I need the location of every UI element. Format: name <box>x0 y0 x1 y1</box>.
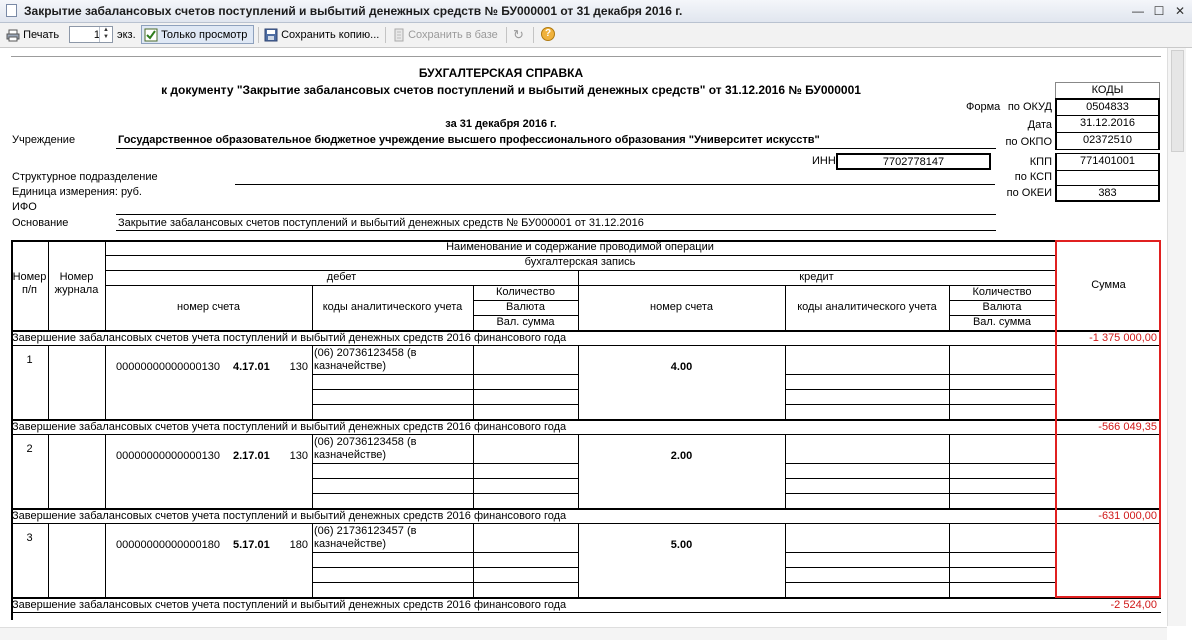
okei-value: 383 <box>1055 185 1160 202</box>
row-description: Завершение забалансовых счетов учета поступлений и выбытий денежных средств 2016 финансового года <box>12 510 567 522</box>
toolbar-separator <box>385 27 386 43</box>
window-title: Закрытие забалансовых счетов поступлений и выбытий денежных средств № БУ000001 от 31 декабря 2016 г. <box>24 4 683 18</box>
ifo-label: ИФО <box>12 201 37 213</box>
row-divider <box>11 523 1161 524</box>
col-divider <box>785 345 786 419</box>
doc-subtitle: к документу "Закрытие забалансовых счетов поступлений и выбытий денежных средств" от 31.12.2016 № БУ000001 <box>161 83 861 97</box>
debit-account-code: 4.17.01 <box>233 361 270 373</box>
toolbar <box>0 23 1192 48</box>
printer-icon <box>6 29 20 42</box>
row-divider <box>11 345 1161 346</box>
row-divider <box>11 612 1161 613</box>
row-divider <box>785 582 1055 583</box>
basis-value: Закрытие забалансовых счетов поступлений и выбытий денежных средств № БУ000001 от 31.12.2016 <box>118 217 644 229</box>
debit-analytic-header: коды аналитического учета <box>322 301 463 313</box>
debit-account-header: номер счета <box>177 301 240 313</box>
row-divider <box>312 493 578 494</box>
col-divider <box>48 523 49 597</box>
floppy-icon <box>264 28 278 42</box>
refresh-icon[interactable]: ↻ <box>513 27 524 42</box>
forma-label: Форма <box>966 101 1001 113</box>
maximize-button[interactable]: ☐ <box>1153 4 1165 18</box>
col-divider <box>473 434 474 508</box>
report-sheet <box>8 52 1164 627</box>
debit-account: 00000000000000180 <box>116 539 221 551</box>
row-divider <box>11 434 1161 435</box>
col-divider <box>312 345 313 419</box>
debit-kosgu: 130 <box>289 450 308 462</box>
basis-underline <box>116 230 996 231</box>
row-amount: -1 375 000,00 <box>1089 332 1157 344</box>
toolbar-separator <box>533 27 534 43</box>
col-divider <box>785 434 786 508</box>
view-only-label: Только просмотр <box>161 29 248 41</box>
col-divider <box>105 345 106 419</box>
col-divider <box>473 345 474 419</box>
toolbar-separator <box>506 27 507 43</box>
row-description: Завершение забалансовых счетов учета поступлений и выбытий денежных средств 2016 финансового года <box>12 332 567 344</box>
debit-analytic: (06) 20736123458 (в казначействе) <box>314 436 417 461</box>
date-value: 31.12.2016 <box>1055 115 1160 133</box>
row-divider <box>312 478 578 479</box>
debit-cursum-header: Вал. сумма <box>496 316 555 328</box>
copies-unit: экз. <box>117 29 136 41</box>
debit-quantity-header: Количество <box>495 286 556 298</box>
row-amount: -631 000,00 <box>1098 510 1157 522</box>
okpo-value: 02372510 <box>1055 132 1160 150</box>
horizontal-scrollbar[interactable] <box>0 627 1167 640</box>
row-divider <box>785 567 1055 568</box>
credit-analytic-header: коды аналитического учета <box>797 301 937 313</box>
credit-account: 2.00 <box>670 450 693 462</box>
institution-underline <box>116 148 996 149</box>
row-divider <box>785 389 1055 390</box>
unit-label: Единица измерения: руб. <box>12 186 142 198</box>
inn-label: ИНН <box>812 155 836 167</box>
row-description: Завершение забалансовых счетов учета поступлений и выбытий денежных средств 2016 финансового года <box>12 421 567 433</box>
debit-kosgu: 130 <box>289 361 308 373</box>
col-divider <box>949 345 950 419</box>
col-journal-header: Номер журнала <box>54 271 99 296</box>
col-divider <box>312 523 313 597</box>
row-divider <box>785 493 1055 494</box>
okud-label: по ОКУД <box>1007 101 1052 113</box>
row-divider <box>312 567 578 568</box>
division-label: Структурное подразделение <box>12 171 158 183</box>
debit-analytic: (06) 21736123457 (в казначействе) <box>314 525 417 550</box>
save-copy-label: Сохранить копию... <box>281 29 380 41</box>
row-divider <box>312 552 578 553</box>
institution-label: Учреждение <box>12 134 76 146</box>
basis-overline <box>116 214 996 215</box>
row-divider <box>785 552 1055 553</box>
row-amount: -2 524,00 <box>1110 599 1157 611</box>
debit-account-code: 2.17.01 <box>233 450 270 462</box>
row-divider <box>785 463 1055 464</box>
row-number: 3 <box>26 532 33 544</box>
kpp-label: КПП <box>1029 156 1052 168</box>
credit-currency-header: Валюта <box>982 301 1022 313</box>
row-divider <box>312 463 578 464</box>
save-to-db-label: Сохранить в базе <box>408 29 498 41</box>
save-to-db-button[interactable] <box>393 26 498 44</box>
ksp-label: по КСП <box>1014 171 1052 183</box>
save-copy-button[interactable] <box>264 26 379 44</box>
col-divider <box>312 434 313 508</box>
debit-header: дебет <box>326 271 357 283</box>
print-button[interactable] <box>6 26 59 44</box>
debit-currency-header: Валюта <box>506 301 545 313</box>
row-divider <box>785 404 1055 405</box>
minimize-button[interactable]: — <box>1132 4 1144 18</box>
copies-stepper[interactable] <box>69 26 113 43</box>
help-icon[interactable]: ? <box>541 27 555 41</box>
institution-value: Государственное образовательное бюджетное учреждение высшего профессионального образования "Университет искусств" <box>118 134 820 146</box>
date-label: Дата <box>1027 119 1052 131</box>
row-number: 1 <box>26 354 33 366</box>
row-divider <box>785 478 1055 479</box>
credit-account: 4.00 <box>670 361 693 373</box>
sum-header: Сумма <box>1091 279 1126 291</box>
entry-header: бухгалтерская запись <box>524 256 636 268</box>
doc-title: БУХГАЛТЕРСКАЯ СПРАВКА <box>418 66 584 80</box>
basis-label: Основание <box>12 217 69 229</box>
row-divider <box>312 404 578 405</box>
stepper-arrows[interactable]: ▲ ▼ <box>99 27 112 42</box>
view-only-toggle[interactable] <box>141 25 254 44</box>
row-divider <box>312 374 578 375</box>
credit-header: кредит <box>799 271 834 283</box>
debit-account-code: 5.17.01 <box>233 539 270 551</box>
save-db-icon <box>393 28 405 42</box>
kpp-value: 771401001 <box>1055 153 1160 171</box>
credit-account: 5.00 <box>670 539 693 551</box>
sheet-top-border <box>11 56 1161 57</box>
col-divider <box>949 523 950 597</box>
col-divider <box>578 434 579 508</box>
credit-cursum-header: Вал. сумма <box>972 316 1032 328</box>
close-button[interactable]: ✕ <box>1174 4 1186 18</box>
codes-header: КОДЫ <box>1055 82 1160 99</box>
row-divider <box>785 374 1055 375</box>
debit-account: 00000000000000130 <box>116 361 221 373</box>
row-number: 2 <box>26 443 33 455</box>
col-divider <box>785 523 786 597</box>
debit-kosgu: 180 <box>289 539 308 551</box>
print-label: Печать <box>23 29 60 41</box>
col-divider <box>105 523 106 597</box>
debit-analytic: (06) 20736123458 (в казначействе) <box>314 347 417 372</box>
col-num-header: Номер п/п <box>12 271 47 296</box>
grid-check-icon <box>144 28 158 42</box>
row-divider <box>105 285 1055 286</box>
credit-quantity-header: Количество <box>972 286 1032 298</box>
col-divider <box>578 523 579 597</box>
credit-account-header: номер счета <box>650 301 713 313</box>
col-divider <box>105 434 106 508</box>
okpo-label: по ОКПО <box>1005 136 1052 148</box>
debit-account: 00000000000000130 <box>116 450 221 462</box>
col-divider <box>949 434 950 508</box>
row-amount: -566 049,35 <box>1098 421 1157 433</box>
ksp-value <box>1055 170 1160 186</box>
doc-date-line: за 31 декабря 2016 г. <box>445 118 557 130</box>
operation-header: Наименование и содержание проводимой операции <box>446 241 714 253</box>
vertical-scrollbar[interactable] <box>1167 48 1186 626</box>
row-divider <box>312 582 578 583</box>
col-divider <box>48 345 49 419</box>
document-icon <box>6 4 17 17</box>
col-divider <box>578 345 579 419</box>
okei-label: по ОКЕИ <box>1006 187 1052 199</box>
toolbar-separator <box>258 27 259 43</box>
division-underline <box>235 184 995 185</box>
col-divider <box>48 434 49 508</box>
window-titlebar <box>0 0 1192 23</box>
row-divider <box>312 389 578 390</box>
scrollbar-thumb[interactable] <box>1171 50 1184 152</box>
okud-value: 0504833 <box>1055 98 1160 116</box>
inn-value: 7702778147 <box>836 153 991 170</box>
sum-column-highlight <box>1055 240 1161 598</box>
row-description: Завершение забалансовых счетов учета поступлений и выбытий денежных средств 2016 финансового года <box>12 599 567 611</box>
col-divider <box>473 523 474 597</box>
